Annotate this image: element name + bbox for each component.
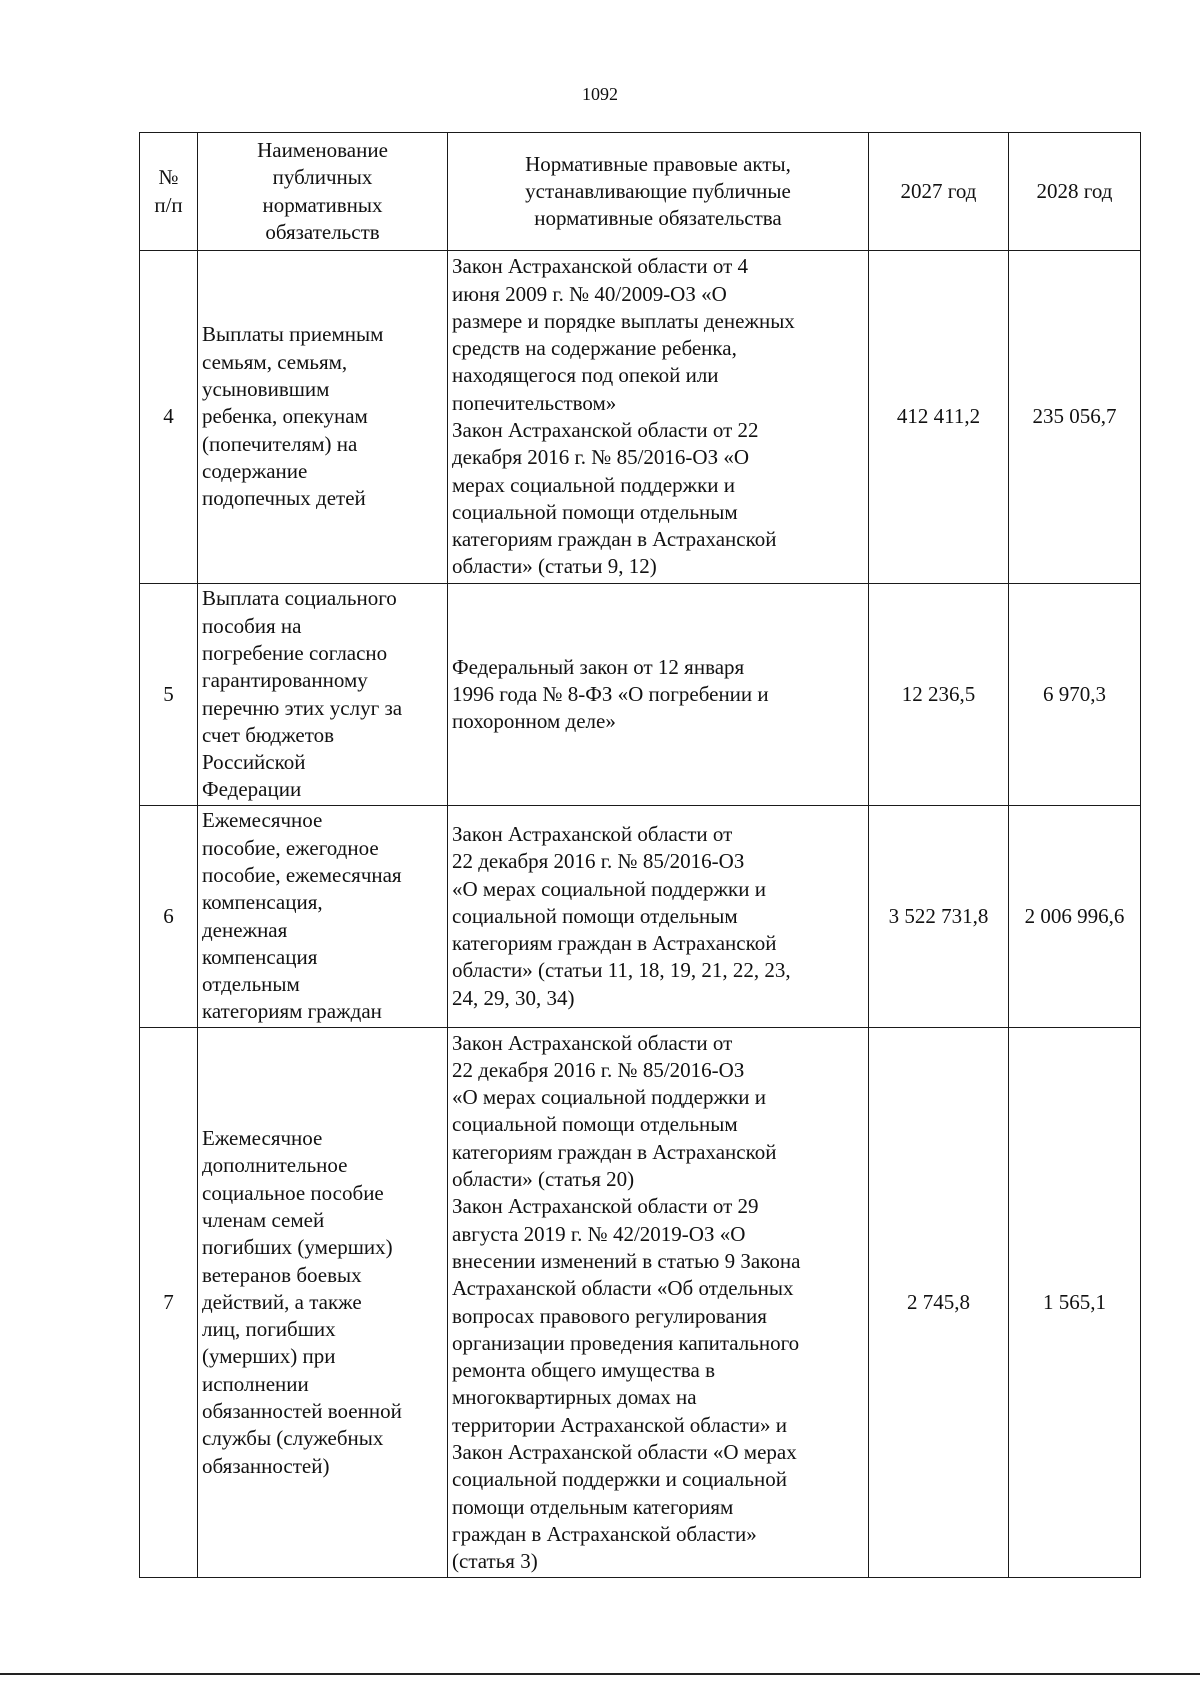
table-row [140,584,1141,806]
legal-acts: Федеральный закон от 12 января 1996 года № 8-ФЗ «О погребении и похоронном деле» [448,584,869,806]
legal-acts: Закон Астраханской области от 22 декабря 2016 г. № 85/2016-ОЗ «О мерах социальной поддержки и социальной помощи отдельным категориям граждан в Астраханской области» (статья 20) Закон Астраханской области от 29 августа 2019 г. № 42/2019-ОЗ «О внесении изменений в статью 9 Закона Астраханской области «Об отдельных вопросах правового регулирования организации проведения капитального ремонта общего имущества в многоквартирных домах на территории Астраханской области» и Закон Астраханской области «О мерах социальной поддержки и социальной помощи отдельным категориям граждан в Астраханской области» (статья 3) [448,1028,869,1578]
legal-acts: Закон Астраханской области от 22 декабря 2016 г. № 85/2016-ОЗ «О мерах социальной поддержки и социальной помощи отдельным категориям граждан в Астраханской области» (статьи 11, 18, 19, 21, 22, 23, 24, 29, 30, 34) [448,806,869,1028]
header-legal-acts: Нормативные правовые акты, устанавливающие публичные нормативные обязательства [448,133,869,251]
row-number: 6 [140,806,198,1028]
page-bottom-rule [0,1673,1200,1675]
legal-acts: Закон Астраханской области от 4 июня 2009 г. № 40/2009-ОЗ «О размере и порядке выплаты денежных средств на содержание ребенка, находящегося под опекой или попечительством» Закон Астраханской области от 22 декабря 2016 г. № 85/2016-ОЗ «О мерах социальной поддержки и социальной помощи отдельным категориям граждан в Астраханской области» (статьи 9, 12) [448,251,869,584]
obligations-table [139,132,1141,1578]
table-row [140,1028,1141,1578]
table-header-row [140,133,1141,251]
header-year-2028: 2028 год [1009,133,1141,251]
obligation-name: Ежемесячное пособие, ежегодное пособие, ежемесячная компенсация, денежная компенсация отдельным категориям граждан [198,806,448,1028]
obligation-name: Выплаты приемным семьям, семьям, усыновившим ребенка, опекунам (попечителям) на содержание подопечных детей [198,251,448,584]
table-row [140,806,1141,1028]
amount-2027: 12 236,5 [869,584,1009,806]
header-number: № п/п [140,133,198,251]
amount-2028: 235 056,7 [1009,251,1141,584]
obligation-name: Ежемесячное дополнительное социальное пособие членам семей погибших (умерших) ветеранов боевых действий, а также лиц, погибших (умерших) при исполнении обязанностей военной службы (служебных обязанностей) [198,1028,448,1578]
amount-2028: 6 970,3 [1009,584,1141,806]
row-number: 5 [140,584,198,806]
amount-2028: 1 565,1 [1009,1028,1141,1578]
page-number: 1092 [582,84,618,104]
row-number: 7 [140,1028,198,1578]
amount-2027: 3 522 731,8 [869,806,1009,1028]
amount-2028: 2 006 996,6 [1009,806,1141,1028]
amount-2027: 412 411,2 [869,251,1009,584]
header-obligation-name: Наименование публичных нормативных обязательств [198,133,448,251]
row-number: 4 [140,251,198,584]
header-year-2027: 2027 год [869,133,1009,251]
obligation-name: Выплата социального пособия на погребение согласно гарантированному перечню этих услуг за счет бюджетов Российской Федерации [198,584,448,806]
amount-2027: 2 745,8 [869,1028,1009,1578]
table-row [140,251,1141,584]
